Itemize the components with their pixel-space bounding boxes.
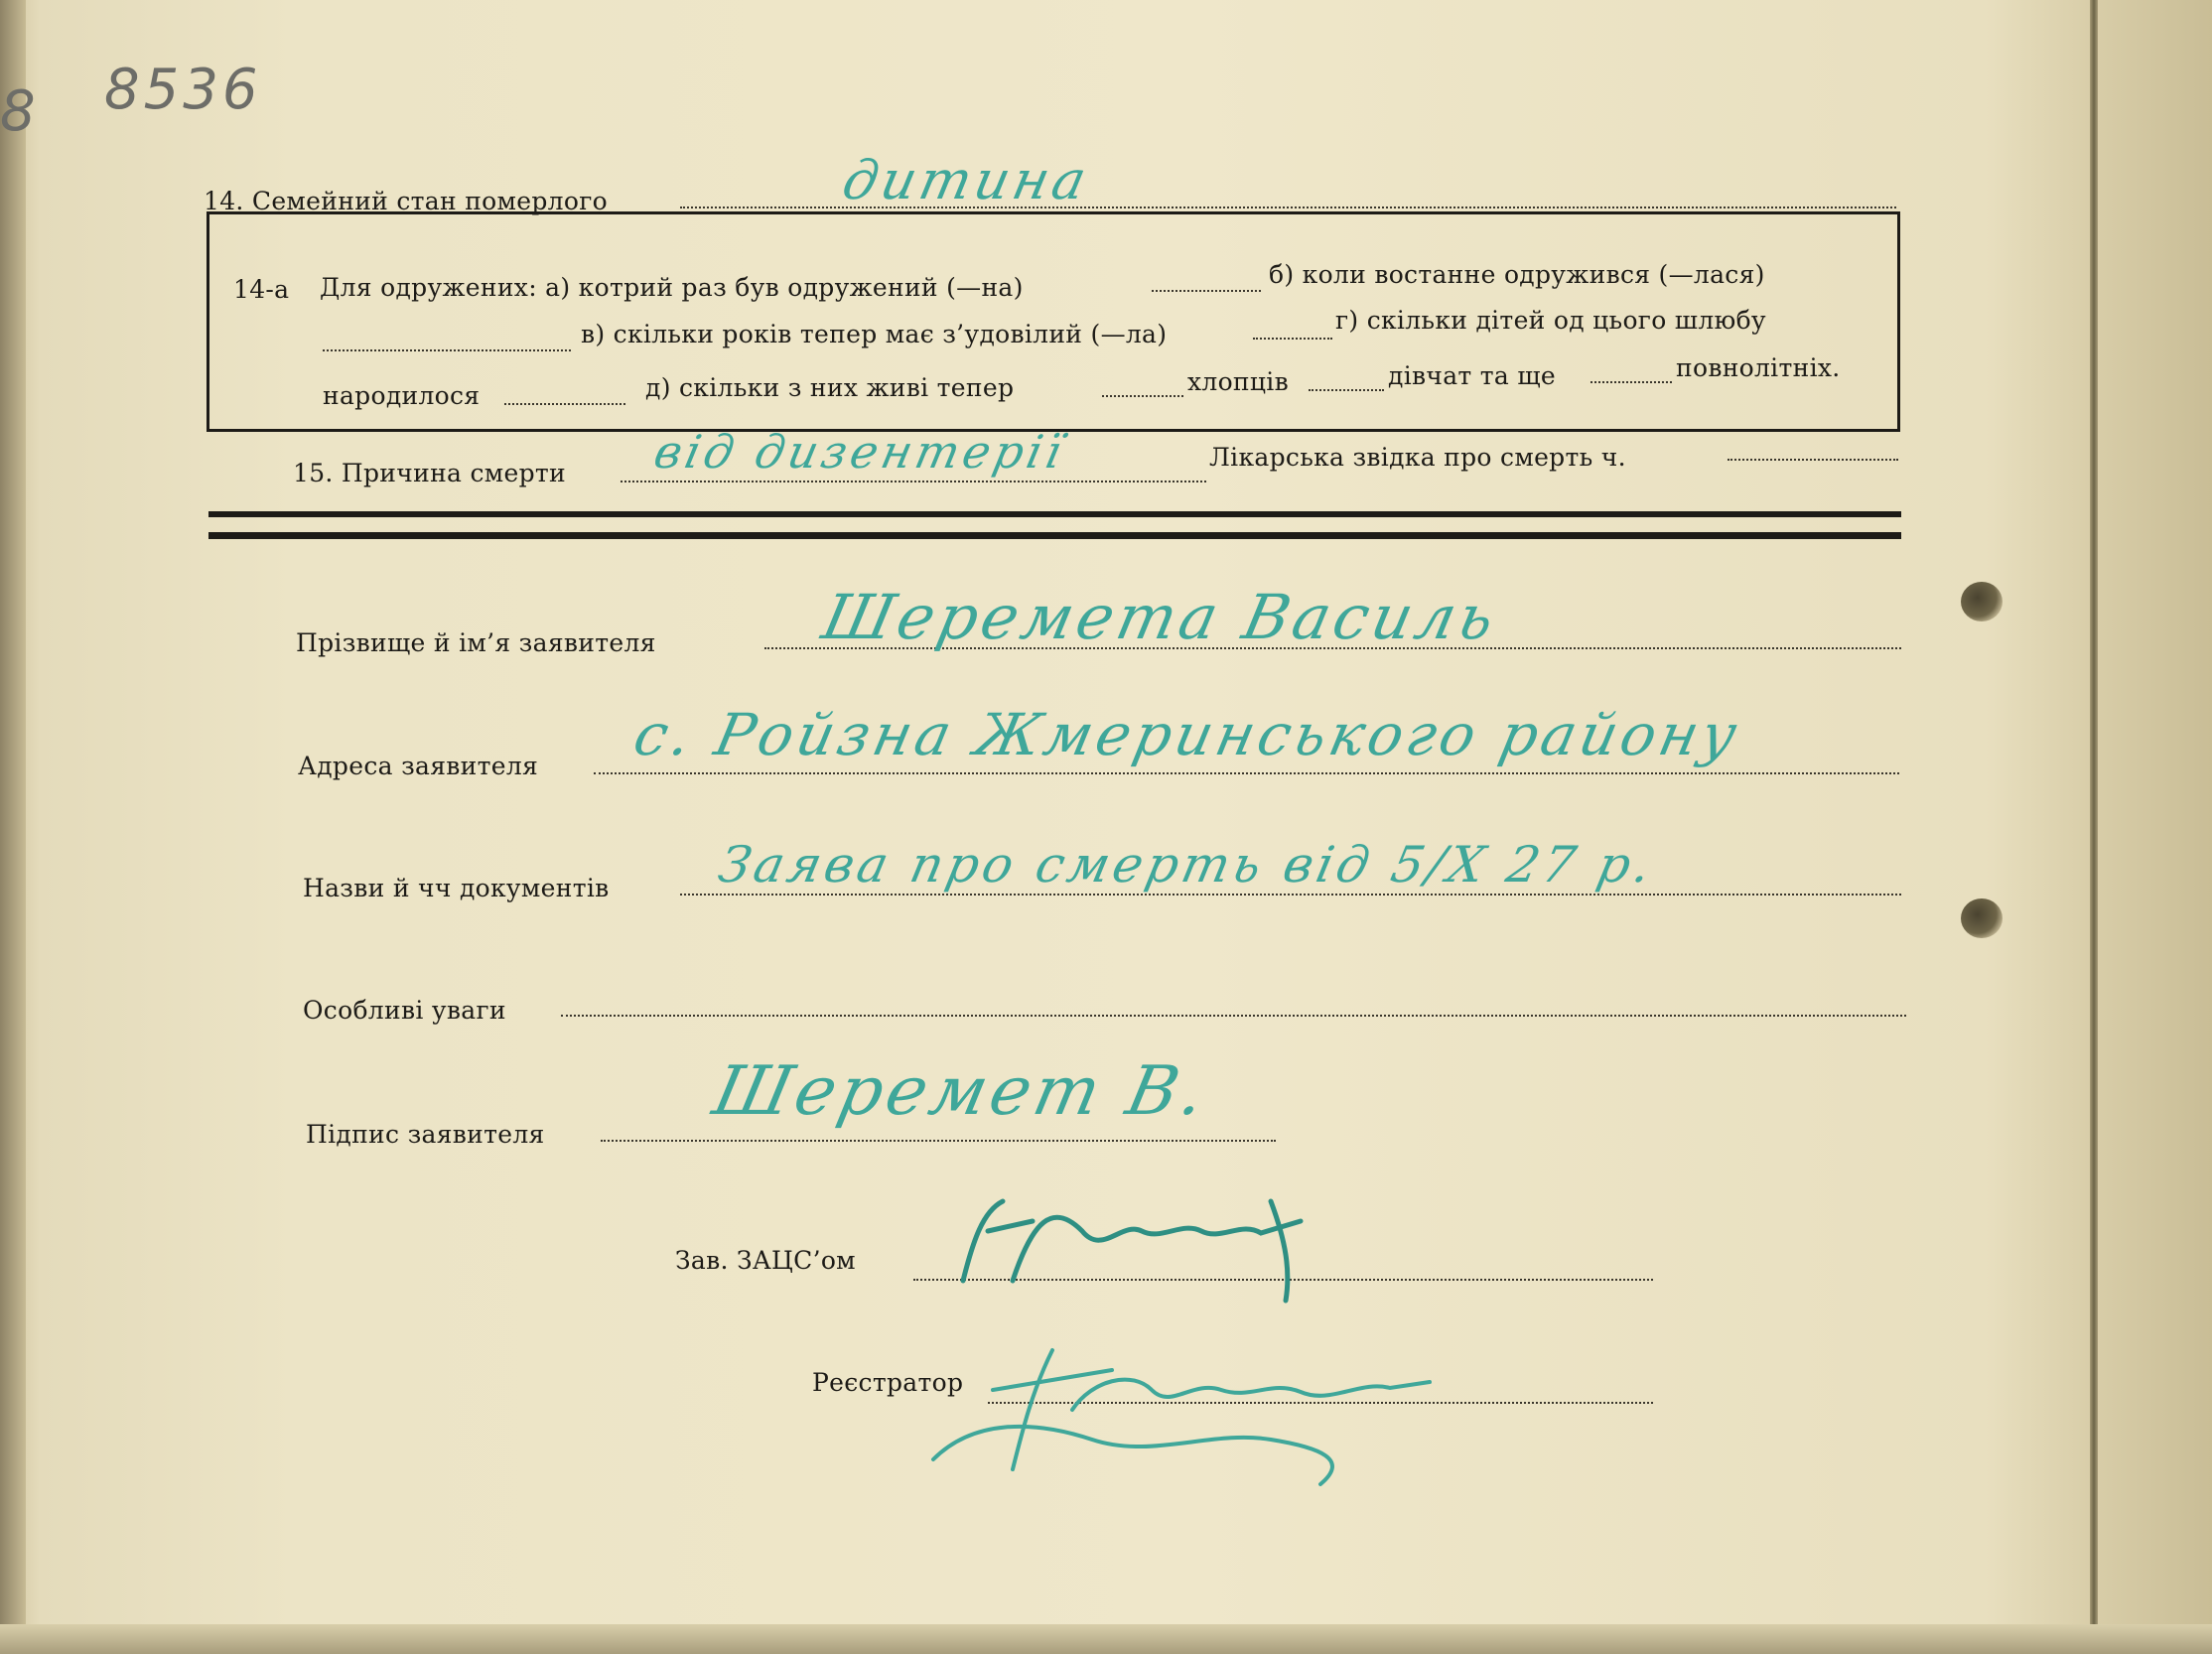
documents-value: Заява про смерть від 5/X 27 р. — [713, 836, 1661, 894]
documents-line — [680, 894, 1901, 896]
married-times-label: Для одружених: а) котрий раз був одружений (—на) — [320, 273, 1024, 302]
cause-of-death-label: 15. Причина смерти — [293, 459, 567, 487]
boys-line — [1102, 395, 1183, 397]
applicant-signature-line — [601, 1140, 1276, 1142]
girls-label: дівчат та ще — [1388, 361, 1556, 390]
marital-status-label: 14. Семейний стан померлого — [204, 187, 608, 215]
children-label: г) скільки дітей од цього шлюбу — [1335, 306, 1766, 335]
zags-head-label: Зав. ЗАЦС’ом — [675, 1246, 856, 1275]
medical-report-line — [1728, 459, 1898, 461]
adults-label: повнолітніх. — [1676, 353, 1841, 382]
punch-hole-top — [1961, 582, 2003, 621]
section-divider-thick — [208, 532, 1901, 539]
cause-of-death-line — [621, 481, 1206, 482]
applicant-name-label: Прізвище й ім’я заявителя — [296, 628, 656, 657]
page-bottom-edge — [0, 1624, 2212, 1654]
born-label: народилося — [323, 381, 481, 410]
applicant-address-label: Адреса заявителя — [298, 752, 539, 780]
applicant-name-value: Шеремета Василь — [816, 581, 1505, 653]
punch-hole-bottom — [1961, 898, 2003, 938]
registrar-label: Реєстратор — [812, 1368, 964, 1397]
zags-head-signature — [943, 1162, 1420, 1320]
alive-now-label: д) скільки з них живі тепер — [645, 373, 1015, 402]
last-married-label: б) коли востанне одружився (—лася) — [1269, 260, 1765, 289]
page-binding-fold — [2090, 0, 2098, 1654]
archive-number: 8536 — [104, 58, 262, 122]
marital-status-value: дитина — [837, 149, 1096, 211]
married-times-line — [1152, 290, 1261, 292]
section-14a-prefix: 14-а — [233, 275, 290, 304]
archive-number-left: 8 — [0, 79, 40, 144]
boys-label: хлопців — [1187, 367, 1289, 396]
cause-of-death-value: від дизентерії — [649, 425, 1071, 479]
medical-report-label: Лікарська звідка про смерть ч. — [1209, 443, 1626, 472]
last-married-line — [323, 349, 571, 351]
widowed-years-label: в) скільки років тепер має з’удовілий (—ла) — [581, 320, 1168, 348]
documents-label: Назви й чч документів — [303, 874, 610, 902]
born-line — [504, 403, 625, 405]
registrar-signature — [894, 1310, 1509, 1509]
adults-line — [1590, 381, 1672, 383]
applicant-address-line — [594, 772, 1899, 774]
applicant-signature-label: Підпис заявителя — [306, 1120, 545, 1149]
page-left-edge — [0, 0, 26, 1654]
applicant-address-value: с. Ройзна Жмеринського району — [627, 701, 1747, 768]
section-divider-thin — [208, 511, 1901, 517]
special-notes-label: Особливі уваги — [303, 996, 506, 1025]
applicant-signature: Шеремет В. — [706, 1052, 1216, 1131]
widowed-years-line — [1253, 338, 1332, 340]
special-notes-line — [561, 1015, 1906, 1017]
girls-line — [1309, 389, 1384, 391]
